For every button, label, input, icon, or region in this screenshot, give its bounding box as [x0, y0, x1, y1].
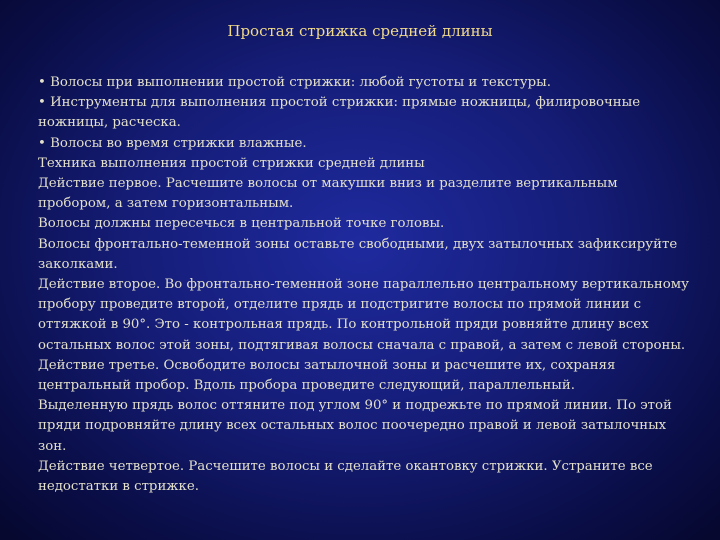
paragraph-wet-hair: • Волосы во время стрижки влажные.	[38, 135, 307, 151]
paragraph-step-three-cont: Выделенную прядь волос оттяните под углом 90° и подрежьте по прямой линии. По этой пряди подровняйте длину всех остальных волос поочередно правой и левой затылочных зон.	[38, 398, 672, 454]
paragraph-tools: • Инструменты для выполнения простой стрижки: прямые ножницы, филировочные ножницы, расческа.	[38, 95, 641, 131]
paragraph-step-one: Действие первое. Расчешите волосы от макушки вниз и разделите вертикальным пробором, а затем горизонтальным.	[38, 176, 618, 212]
slide-body	[38, 73, 694, 497]
paragraph-fix-clips: Волосы фронтально-теменной зоны оставьте свободными, двух затылочных зафиксируйте заколками.	[38, 236, 678, 272]
paragraph-center-point: Волосы должны пересечься в центральной точке головы.	[38, 216, 445, 232]
paragraph-technique-heading: Техника выполнения простой стрижки средней длины	[38, 155, 425, 171]
paragraph-step-four: Действие четвертое. Расчешите волосы и сделайте окантовку стрижки. Устраните все недостатки в стрижке.	[38, 458, 653, 495]
paragraph-hair-type: • Волосы при выполнении простой стрижки: любой густоты и текстуры.	[38, 75, 551, 90]
slide-title: Простая стрижка средней длины	[227, 22, 493, 40]
paragraph-step-three: Действие третье. Освободите волосы затылочной зоны и расчешите их, сохраняя центральный пробор. Вдоль пробора проведите следующий, параллельный.	[38, 357, 616, 394]
paragraph-step-two: Действие второе. Во фронтально-теменной зоне параллельно центральному вертикальному пробору проведите второй, отделите прядь и подстригите волосы по прямой линии с оттяжкой в 90°. Это - контрольная прядь. По контрольной пряди ровняйте длину всех остальных волос этой зоны, подтягивая волосы сначала с правой, а затем с левой стороны.	[38, 277, 689, 353]
